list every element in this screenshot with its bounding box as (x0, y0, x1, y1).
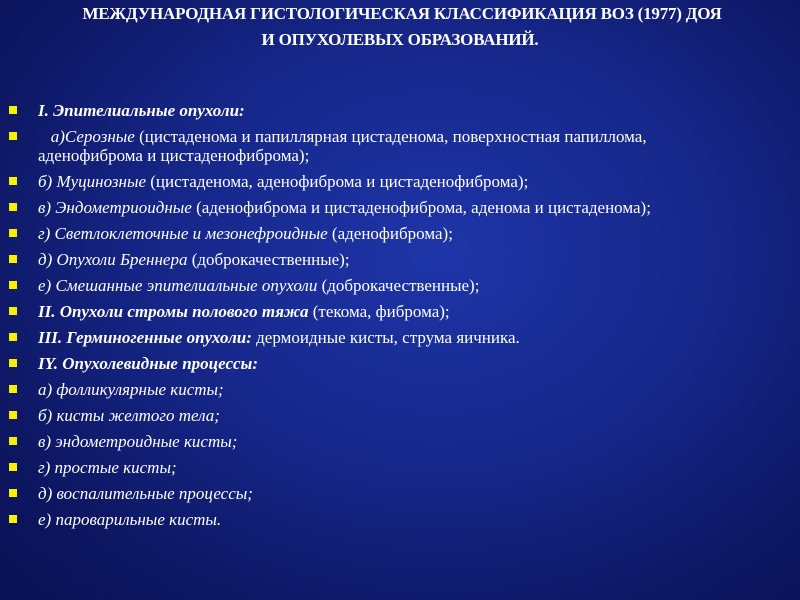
item-heading: IY. Опухолевидные процессы: (38, 354, 259, 373)
item-text: (аденофиброма и цистаденофиброма, аденома и цистаденома); (191, 198, 651, 217)
item-heading: е) Смешанные эпителиальные опухоли (38, 276, 318, 295)
title-line-2: И ОПУХОЛЕВЫХ ОБРАЗОВАНИЙ. (261, 30, 539, 49)
item-heading: в) Эндометриоидные (38, 198, 192, 217)
list-item (0, 328, 800, 347)
square-bullet-icon (9, 463, 17, 471)
item-heading: г) Светлоклеточные и мезонефроидные (38, 224, 328, 243)
list-item (0, 354, 800, 373)
list-item (0, 406, 800, 425)
square-bullet-icon (9, 229, 17, 237)
item-text: (текома, фиброма); (308, 302, 450, 321)
item-text: (цистаденома, аденофиброма и цистаденофиброма); (146, 172, 529, 191)
list-item (0, 127, 800, 165)
item-heading: а) фолликулярные кисты; (38, 380, 224, 399)
item-heading: III. Герминогенные опухоли: (38, 328, 252, 347)
list-item (0, 172, 800, 191)
classification-list (0, 101, 800, 536)
list-item (0, 276, 800, 295)
square-bullet-icon (9, 255, 17, 263)
square-bullet-icon (9, 177, 17, 185)
square-bullet-icon (9, 132, 17, 140)
square-bullet-icon (9, 385, 17, 393)
list-item (0, 302, 800, 321)
square-bullet-icon (9, 281, 17, 289)
item-heading: д) воспалительные процессы; (38, 484, 253, 503)
item-heading: д) Опухоли Бреннера (38, 250, 188, 269)
list-item (0, 224, 800, 243)
square-bullet-icon (9, 411, 17, 419)
list-item (0, 510, 800, 529)
slide-title (0, 5, 800, 49)
item-heading: а)Серозные (38, 127, 135, 146)
square-bullet-icon (9, 359, 17, 367)
list-item (0, 250, 800, 269)
item-text: дермоидные кисты, струма яичника. (251, 328, 520, 347)
item-text: (аденофиброма); (327, 224, 453, 243)
square-bullet-icon (9, 437, 17, 445)
square-bullet-icon (9, 307, 17, 315)
square-bullet-icon (9, 203, 17, 211)
item-text: (цистаденома и папиллярная цистаденома, поверхностная папиллома, аденофиброма и цистаденофиброма); (38, 127, 647, 165)
item-text: (доброкачественные); (187, 250, 350, 269)
item-heading: б) Муцинозные (38, 172, 147, 191)
list-item (0, 380, 800, 399)
item-heading: б) кисты желтого тела; (38, 406, 220, 425)
list-item (0, 198, 800, 217)
list-item (0, 458, 800, 477)
square-bullet-icon (9, 489, 17, 497)
list-item (0, 432, 800, 451)
list-item (0, 484, 800, 503)
square-bullet-icon (9, 106, 17, 114)
item-heading: I. Эпителиальные опухоли: (38, 101, 245, 120)
item-text: (доброкачественные); (317, 276, 480, 295)
square-bullet-icon (9, 333, 17, 341)
title-line-1: МЕЖДУНАРОДНАЯ ГИСТОЛОГИЧЕСКАЯ КЛАССИФИКАЦИЯ ВОЗ (1977) ДОЯ (82, 4, 722, 23)
item-heading: II. Опухоли стромы полового тяжа (38, 302, 309, 321)
square-bullet-icon (9, 515, 17, 523)
item-heading: е) пароварильные кисты. (38, 510, 222, 529)
item-heading: г) простые кисты; (38, 458, 177, 477)
item-heading: в) эндометроидные кисты; (38, 432, 238, 451)
list-item (0, 101, 800, 120)
